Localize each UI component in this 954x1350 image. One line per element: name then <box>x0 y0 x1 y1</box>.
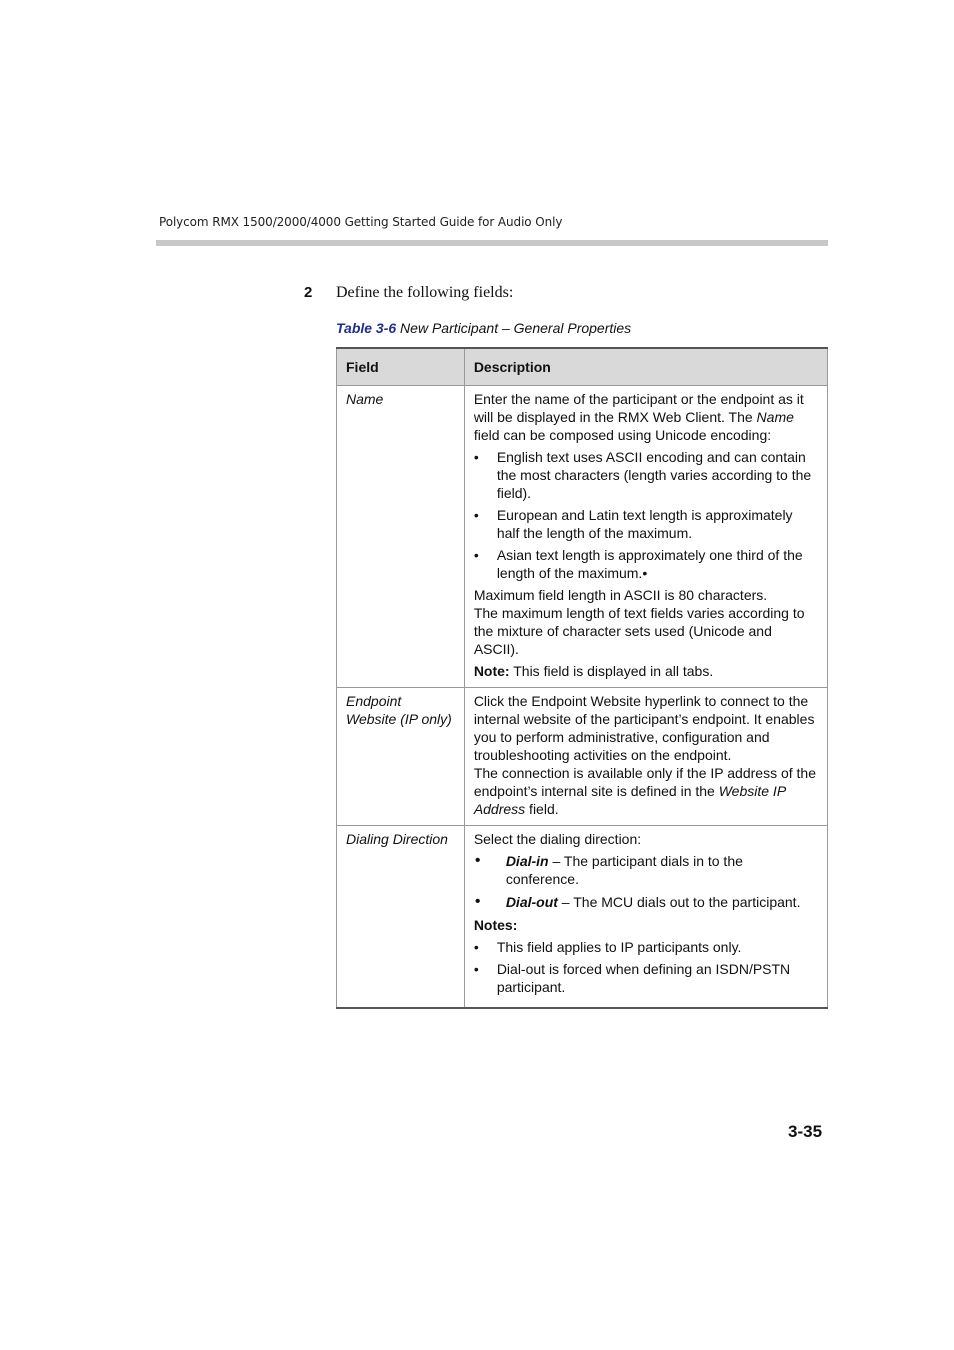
field-endpoint-website-cell <box>337 688 465 826</box>
column-header-description: Description <box>464 348 827 386</box>
field-dialing-direction-cell: Dialing Direction <box>337 826 465 1009</box>
page-number: 3-35 <box>788 1122 823 1141</box>
endpoint-desc-2-italic: Website IP Address <box>473 783 786 817</box>
name-intro <box>474 390 818 444</box>
dial-out-label: Dial-out <box>505 894 558 910</box>
endpoint-desc-1: Click the Endpoint Website hyperlink to connect to the internal website of the participant’s endpoint. It enables you to perform administrative, configuration and troubleshooting activities on the endpoint. <box>473 693 815 763</box>
field-label-line-1: Endpoint <box>346 693 402 709</box>
header-rule <box>156 240 828 246</box>
list-item <box>474 506 818 542</box>
list-item-text: This field applies to IP participants only. <box>496 939 742 955</box>
list-item-text: English text uses ASCII encoding and can contain the most characters (length varies according to the field). <box>496 449 812 501</box>
table-caption <box>336 320 631 336</box>
notes-label: Notes: <box>473 917 518 933</box>
list-item <box>474 960 818 996</box>
column-header-field: Field <box>337 348 465 386</box>
name-intro-italic: Name <box>756 409 794 425</box>
field-label-line-2: Website (IP only) <box>346 711 452 727</box>
dialing-intro: Select the dialing direction: <box>473 831 642 847</box>
bullet-icon: • <box>473 547 479 563</box>
step-number: 2 <box>304 284 313 301</box>
list-item-text: Asian text length is approximately one third of the length of the maximum.• <box>496 547 803 581</box>
dialing-options-list <box>474 852 818 911</box>
name-encoding-list <box>474 448 818 582</box>
name-intro-text-b: field can be composed using Unicode encoding: <box>473 427 772 443</box>
list-item <box>474 546 818 582</box>
properties-table <box>336 347 828 1009</box>
dialing-notes-list <box>474 938 818 996</box>
name-intro-text-a: Enter the name of the participant or the endpoint as it will be displayed in the RMX Web Client. The <box>473 391 804 425</box>
running-header: Polycom RMX 1500/2000/4000 Getting Started Guide for Audio Only <box>159 215 563 229</box>
bullet-icon: • <box>473 449 479 465</box>
max-length-line-1: Maximum field length in ASCII is 80 characters. <box>473 587 768 603</box>
description-dialing-direction-cell <box>464 826 827 1009</box>
note-label: Note: <box>473 663 510 679</box>
list-item <box>474 893 818 911</box>
dial-in-label: Dial-in <box>505 853 549 869</box>
dial-in-text: – The participant dials in to the conference. <box>505 853 743 887</box>
bullet-icon: • <box>473 939 479 955</box>
table-row-name <box>337 386 828 688</box>
table-caption-text: New Participant – General Properties <box>396 320 632 336</box>
endpoint-desc-2-text-a: The connection is available only if the IP address of the endpoint’s internal site is defined in the <box>473 765 816 799</box>
step-text: Define the following fields: <box>336 284 514 301</box>
field-name-cell: Name <box>337 386 465 688</box>
table-caption-label: Table 3-6 <box>336 320 397 336</box>
table-row-endpoint-website <box>337 688 828 826</box>
name-note <box>474 662 818 680</box>
bullet-icon: • <box>473 507 479 523</box>
description-endpoint-website-cell <box>464 688 827 826</box>
list-item <box>474 448 818 502</box>
bullet-icon: • <box>474 852 481 869</box>
list-item-text: Dial-out is forced when defining an ISDN/PSTN participant. <box>496 961 791 995</box>
table-header-row <box>337 348 828 386</box>
list-item <box>474 852 818 888</box>
list-item-text: European and Latin text length is approximately half the length of the maximum. <box>496 507 793 541</box>
bullet-icon: • <box>474 893 481 910</box>
endpoint-desc-2-text-b: field. <box>525 801 559 817</box>
note-text: This field is displayed in all tabs. <box>509 663 714 679</box>
endpoint-desc-2 <box>474 764 818 818</box>
bullet-icon: • <box>473 961 479 977</box>
table-row-dialing-direction <box>337 826 828 1009</box>
list-item <box>474 938 818 956</box>
description-name-cell <box>464 386 827 688</box>
dial-out-text: – The MCU dials out to the participant. <box>557 894 801 910</box>
max-length-line-2: The maximum length of text fields varies according to the mixture of character sets used (Unicode and ASCII). <box>473 605 805 657</box>
